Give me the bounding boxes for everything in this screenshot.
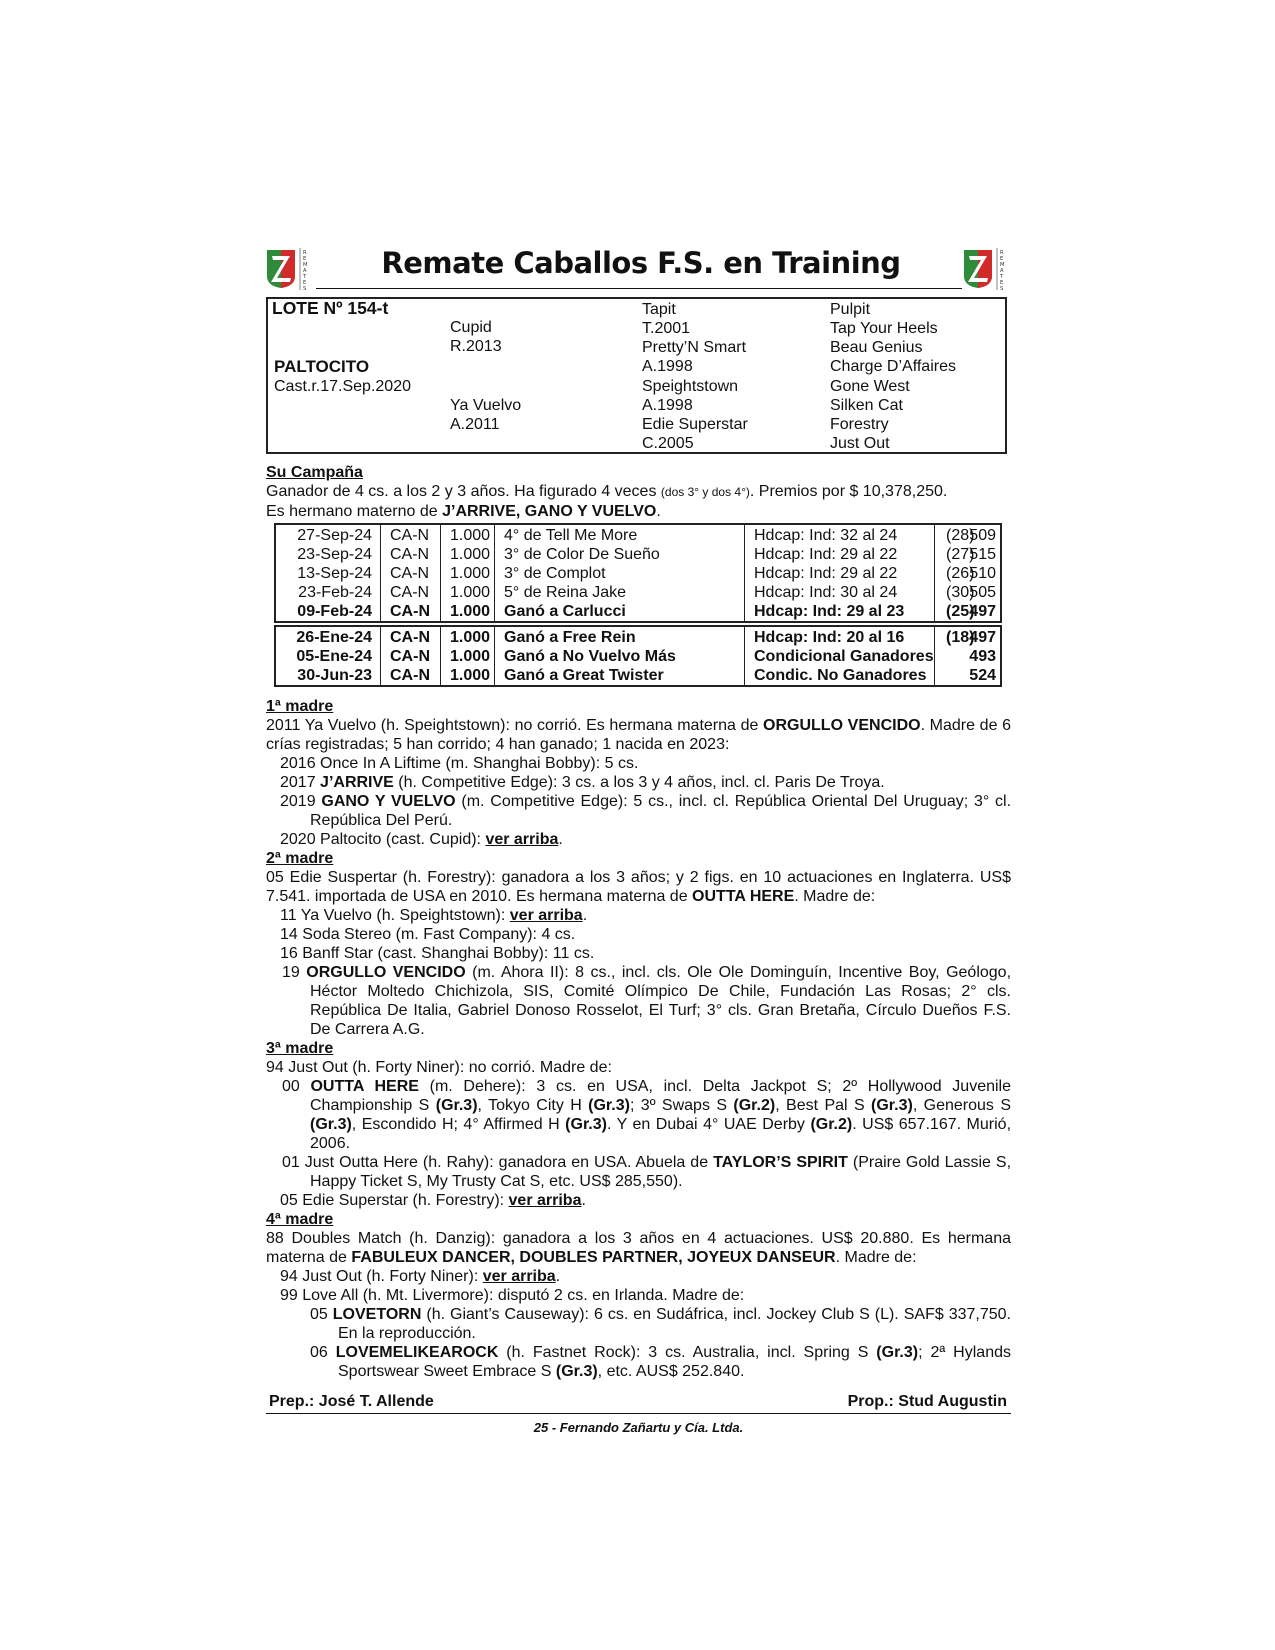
- sire-name: Cupid: [450, 319, 492, 336]
- race-result: 4° de Tell Me More: [504, 527, 638, 544]
- produce-text: (m. Dehere): 3 cs. en USA, incl. Delta Jackpot S; 2º Hollywood Juvenile Championship S: [310, 1078, 1011, 1114]
- race-number: 505: [969, 584, 996, 601]
- produce-text: , Best Pal S: [775, 1097, 872, 1114]
- race-condition: Condicional Ganadores: [754, 648, 934, 665]
- produce-list: [266, 906, 1011, 1039]
- race-track: CA-N: [390, 565, 430, 582]
- produce-text: J’ARRIVE: [320, 774, 394, 791]
- race-date: 30-Jun-23: [297, 667, 372, 684]
- lot-label: LOTE Nº 154-t: [272, 298, 389, 318]
- campaign-section: [266, 463, 1011, 521]
- second-dam-section: [266, 849, 1011, 1039]
- pedigree-col3-entry: A.1998: [642, 358, 693, 375]
- race-result: 3° de Color De Sueño: [504, 546, 660, 563]
- svg-text:M: M: [303, 262, 308, 268]
- produce-text: 00: [282, 1078, 311, 1095]
- produce-text: ; 2ª Hylands Sportswear Sweet Embrace S: [338, 1344, 1011, 1380]
- race-result: Ganó a Carlucci: [504, 603, 626, 620]
- grade-badge: (Gr.3): [310, 1116, 352, 1133]
- trainer-label: Prep.: José T. Allende: [269, 1393, 434, 1410]
- produce-item: 14 Soda Stereo (m. Fast Company): 4 cs.: [280, 926, 576, 943]
- fourth-dam-section: [266, 1210, 1011, 1381]
- produce-item: [266, 1267, 1011, 1286]
- race-weight: (30): [946, 584, 975, 601]
- horse-name: PALTOCITO: [274, 357, 370, 376]
- race-row: [276, 666, 1000, 685]
- svg-text:E: E: [1000, 256, 1004, 262]
- svg-text:R: R: [1000, 250, 1004, 256]
- race-condition: Hdcap: Ind: 29 al 22: [754, 565, 898, 582]
- svg-text:S: S: [1000, 286, 1004, 290]
- race-number: 524: [969, 667, 996, 684]
- page-title: Remate Caballos F.S. en Training: [381, 246, 901, 280]
- third-dam-section: [266, 1039, 1011, 1210]
- race-row: [276, 545, 1000, 564]
- race-result: Ganó a No Vuelvo Más: [504, 648, 676, 665]
- svg-text:R: R: [303, 250, 307, 256]
- produce-item: [266, 1077, 1011, 1153]
- campaign-prizes: . Premios por $ 10,378,250.: [749, 483, 948, 500]
- zr-logo-icon: [962, 246, 1014, 290]
- grade-badge: (Gr.3): [555, 1363, 598, 1380]
- produce-text: (m. Ahora II): 8 cs., incl. cls. Ole Ole Dominguín, Incentive Boy, Geólogo, Héctor Moltedo Chichizola, SIS, Comité Olímpico De Chile, Fundación Las Rosas; 2° cls. República De Italia, Gabriel Donoso Rosselot, El Turf; 3° cls. Gran Bretaña, Círculo Dueños F.S. De Carrera A.G.: [310, 964, 1012, 1038]
- race-track: CA-N: [390, 648, 430, 665]
- see-above-link[interactable]: ver arriba: [485, 831, 559, 848]
- produce-item: [266, 1305, 1011, 1343]
- produce-text: .: [582, 907, 588, 924]
- campaign-text: .: [656, 503, 661, 520]
- dam-text: . Madre de 6 crías registradas; 5 han corrido; 4 han ganado; 1 nacida en 2023:: [266, 717, 1012, 753]
- produce-text: (h. Fastnet Rock): 3 cs. Australia, incl. Spring S: [498, 1344, 877, 1361]
- race-condition: Hdcap: Ind: 29 al 22: [754, 546, 898, 563]
- race-weight: (18): [946, 629, 975, 646]
- produce-text: .: [555, 1268, 561, 1285]
- owner-label: Prop.: Stud Augustin: [847, 1393, 1007, 1410]
- dam-desc: A.2011: [450, 416, 500, 433]
- section-title: 3ª madre: [266, 1040, 334, 1057]
- produce-text: (h. Giant’s Causeway): 6 cs. en Sudáfrica, incl. Jockey Club S (L). SAF$ 337,750. En la reproducción.: [338, 1306, 1011, 1342]
- produce-text: 01 Just Outta Here (h. Rahy): ganadora en USA. Abuela de: [282, 1154, 714, 1171]
- race-date: 05-Ene-24: [296, 648, 372, 665]
- race-result: 5° de Reina Jake: [504, 584, 627, 601]
- race-track: CA-N: [390, 546, 430, 563]
- produce-text: ; 3º Swaps S: [629, 1097, 734, 1114]
- race-distance: 1.000: [450, 648, 491, 665]
- race-row: [276, 583, 1000, 602]
- produce-item: [266, 773, 1011, 792]
- produce-text: GANO Y VUELVO: [321, 793, 456, 810]
- produce-item: [266, 830, 1011, 849]
- dam-intro: [266, 716, 1011, 754]
- produce-text: TAYLOR’S SPIRIT: [713, 1154, 848, 1171]
- campaign-siblings: [266, 502, 1011, 521]
- produce-text: , etc. AUS$ 252.840.: [597, 1363, 745, 1380]
- dam-text: ORGULLO VENCIDO: [763, 717, 921, 734]
- svg-text:A: A: [303, 268, 307, 274]
- dam-intro: [266, 1229, 1011, 1267]
- race-distance: 1.000: [450, 584, 491, 601]
- race-number: 510: [969, 565, 996, 582]
- grade-badge: (Gr.2): [733, 1097, 776, 1114]
- grade-badge: (Gr.3): [565, 1116, 607, 1133]
- produce-item: [266, 1153, 1011, 1191]
- campaign-text: Ganador de 4 cs. a los 2 y 3 años. Ha figurado 4 veces: [266, 483, 661, 500]
- race-date: 09-Feb-24: [297, 603, 372, 620]
- race-condition: Hdcap: Ind: 32 al 24: [754, 527, 898, 544]
- campaign-placings: (dos 3° y dos 4°): [660, 485, 750, 499]
- race-track: CA-N: [390, 527, 430, 544]
- title-rule: [316, 288, 962, 289]
- race-date: 23-Sep-24: [297, 546, 372, 563]
- produce-text: .: [581, 1192, 586, 1209]
- pedigree-col4-entry: Just Out: [830, 435, 890, 452]
- produce-text: ORGULLO VENCIDO: [306, 964, 466, 981]
- pedigree-box: [266, 297, 1007, 454]
- page-footer: 25 - Fernando Zañartu y Cía. Ltda.: [533, 1420, 744, 1435]
- race-weight: (27): [946, 546, 975, 563]
- produce-text: 94 Just Out (h. Forty Niner):: [280, 1268, 483, 1285]
- produce-item: [266, 906, 1011, 925]
- grade-badge: (Gr.3): [876, 1344, 919, 1361]
- horse-desc: Cast.r.17.Sep.2020: [274, 378, 411, 395]
- produce-text: (Praire Gold Lassie S, Happy Ticket S, My Trusty Cat S, etc. US$ 285,550).: [310, 1154, 1012, 1190]
- race-table: [274, 625, 1002, 687]
- race-result: Ganó a Great Twister: [504, 667, 664, 684]
- produce-text: (h. Competitive Edge): 3 cs. a los 3 y 4 años, incl. cl. Paris De Troya.: [393, 774, 885, 791]
- produce-text: .: [558, 831, 563, 848]
- race-number: 515: [969, 546, 996, 563]
- dam-text: . Madre de:: [835, 1249, 917, 1266]
- produce-item: [266, 1191, 1011, 1210]
- sire-desc: R.2013: [450, 338, 502, 355]
- produce-item: [266, 963, 1011, 1039]
- race-weight: (26): [946, 565, 975, 582]
- produce-text: , Escondido H; 4° Affirmed H: [351, 1116, 566, 1133]
- produce-list: [266, 1267, 1011, 1381]
- section-title: 1ª madre: [266, 698, 334, 715]
- produce-text: 2020 Paltocito (cast. Cupid):: [280, 831, 486, 848]
- see-above-link[interactable]: ver arriba: [508, 1192, 582, 1209]
- svg-text:A: A: [1000, 268, 1004, 274]
- produce-item: 16 Banff Star (cast. Shanghai Bobby): 11 cs.: [280, 945, 595, 962]
- race-number: 497: [969, 629, 996, 646]
- produce-text: 2017: [280, 774, 321, 791]
- pedigree-col4-entry: Beau Genius: [830, 339, 923, 356]
- pedigree-col3-entry: Tapit: [642, 301, 676, 318]
- race-number: 493: [969, 648, 996, 665]
- see-above-link[interactable]: ver arriba: [482, 1268, 556, 1285]
- dam-intro: [266, 868, 1011, 906]
- produce-list: [266, 754, 1011, 849]
- section-title: 4ª madre: [266, 1211, 334, 1228]
- race-distance: 1.000: [450, 603, 491, 620]
- race-track: CA-N: [390, 667, 430, 684]
- race-track: CA-N: [390, 603, 430, 620]
- footer-rule: [266, 1413, 1011, 1414]
- svg-text:M: M: [1000, 262, 1005, 268]
- produce-text: , Tokyo City H: [477, 1097, 589, 1114]
- produce-item: 99 Love All (h. Mt. Livermore): disputó 2 cs. en Irlanda. Madre de:: [280, 1287, 745, 1304]
- race-distance: 1.000: [450, 527, 491, 544]
- pedigree-col3-entry: Speightstown: [642, 378, 739, 395]
- grade-badge: (Gr.2): [810, 1116, 853, 1133]
- pedigree-col3-entry: T.2001: [642, 320, 691, 337]
- race-condition: Hdcap: Ind: 29 al 23: [754, 603, 905, 620]
- race-distance: 1.000: [450, 667, 491, 684]
- svg-text:T: T: [1000, 274, 1004, 280]
- first-dam-section: [266, 697, 1011, 849]
- produce-item: [266, 792, 1011, 830]
- produce-text: LOVEMELIKEAROCK: [335, 1344, 499, 1361]
- campaign-text: Es hermano materno de: [266, 503, 443, 520]
- race-number: 509: [969, 527, 996, 544]
- produce-text: . US$ 657.167. Murió, 2006.: [310, 1116, 1012, 1152]
- section-title: Su Campaña: [266, 464, 363, 481]
- race-condition: Condic. No Ganadores: [754, 667, 927, 684]
- race-condition: Hdcap: Ind: 30 al 24: [754, 584, 898, 601]
- produce-text: OUTTA HERE: [310, 1078, 419, 1095]
- dam-text: FABULEUX DANCER, DOUBLES PARTNER, JOYEUX DANSEUR: [351, 1249, 836, 1266]
- produce-text: 2019: [280, 793, 322, 810]
- race-date: 26-Ene-24: [296, 629, 372, 646]
- race-track: CA-N: [390, 629, 430, 646]
- race-distance: 1.000: [450, 629, 491, 646]
- race-result: 3° de Complot: [504, 565, 606, 582]
- produce-text: 05 Edie Superstar (h. Forestry):: [280, 1192, 509, 1209]
- produce-text: LOVETORN: [332, 1306, 422, 1323]
- pedigree-col3-entry: A.1998: [642, 397, 693, 414]
- produce-text: (m. Competitive Edge): 5 cs., incl. cl. República Oriental Del Uruguay; 3° cl. República Del Perú.: [310, 793, 1012, 829]
- dam-text: OUTTA HERE: [692, 888, 795, 905]
- race-result: Ganó a Free Rein: [504, 629, 636, 646]
- produce-text: 05: [310, 1306, 333, 1323]
- pedigree-col4-entry: Pulpit: [830, 301, 871, 318]
- produce-text: 06: [310, 1344, 336, 1361]
- campaign-summary: [266, 482, 1011, 502]
- race-date: 27-Sep-24: [297, 527, 372, 544]
- dam-name: Ya Vuelvo: [450, 397, 522, 414]
- svg-text:E: E: [1000, 280, 1004, 286]
- sibling-names: J’ARRIVE, GANO Y VUELVO: [442, 503, 657, 520]
- pedigree-col4-entry: Forestry: [830, 416, 889, 433]
- grade-badge: (Gr.3): [435, 1097, 478, 1114]
- see-above-link[interactable]: ver arriba: [509, 907, 583, 924]
- pedigree-col4-entry: Silken Cat: [830, 397, 903, 414]
- race-track: CA-N: [390, 584, 430, 601]
- produce-text: 11 Ya Vuelvo (h. Speightstown):: [280, 907, 510, 924]
- produce-list: [266, 1077, 1011, 1210]
- produce-text: 19: [282, 964, 307, 981]
- grade-badge: (Gr.3): [588, 1097, 630, 1114]
- race-condition: Hdcap: Ind: 20 al 16: [754, 629, 905, 646]
- pedigree-col3-entry: Pretty’N Smart: [642, 339, 747, 356]
- pedigree-col4-entry: Tap Your Heels: [830, 320, 938, 337]
- race-row: [276, 564, 1000, 583]
- race-row: [276, 526, 1000, 545]
- dam-text: 05 Edie Suspertar (h. Forestry): ganadora a los 3 años; y 2 figs. en 10 actuaciones en Inglaterra. US$ 7.541. importada de USA en 2010. Es hermana materna de: [266, 869, 1011, 905]
- race-distance: 1.000: [450, 565, 491, 582]
- dam-intro: 94 Just Out (h. Forty Niner): no corrió. Madre de:: [266, 1059, 612, 1076]
- svg-text:T: T: [303, 274, 307, 280]
- race-date: 23-Feb-24: [298, 584, 372, 601]
- race-distance: 1.000: [450, 546, 491, 563]
- race-weight: (25): [946, 603, 975, 620]
- race-date: 13-Sep-24: [297, 565, 372, 582]
- section-title: 2ª madre: [266, 850, 334, 867]
- grade-badge: (Gr.3): [871, 1097, 913, 1114]
- pedigree-col4-entry: Charge D’Affaires: [830, 358, 956, 375]
- produce-text: . Y en Dubai 4° UAE Derby: [606, 1116, 811, 1133]
- race-weight: (28): [946, 527, 975, 544]
- zr-logo-icon: [265, 246, 317, 290]
- race-number: 497: [969, 603, 996, 620]
- svg-text:E: E: [303, 256, 307, 262]
- svg-text:E: E: [303, 280, 307, 286]
- dam-text: 88 Doubles Match (h. Danzig): ganadora a los 3 años en 4 actuaciones. US$ 20.880. Es hermana materna de: [266, 1230, 1011, 1266]
- dam-text: . Madre de:: [794, 888, 876, 905]
- produce-text: , Generous S: [912, 1097, 1011, 1114]
- svg-text:S: S: [303, 286, 307, 290]
- pedigree-col3-entry: C.2005: [642, 435, 694, 452]
- dam-text: 2011 Ya Vuelvo (h. Speightstown): no corrió. Es hermana materna de: [266, 717, 764, 734]
- produce-item: 2016 Once In A Liftime (m. Shanghai Bobby): 5 cs.: [280, 755, 639, 772]
- race-row: [276, 647, 1000, 666]
- pedigree-col4-entry: Gone West: [830, 378, 910, 395]
- race-row: [276, 628, 1000, 647]
- produce-item: [266, 1343, 1011, 1381]
- pedigree-col3-entry: Edie Superstar: [642, 416, 748, 433]
- race-table: [274, 523, 1002, 623]
- race-row: [276, 602, 1000, 621]
